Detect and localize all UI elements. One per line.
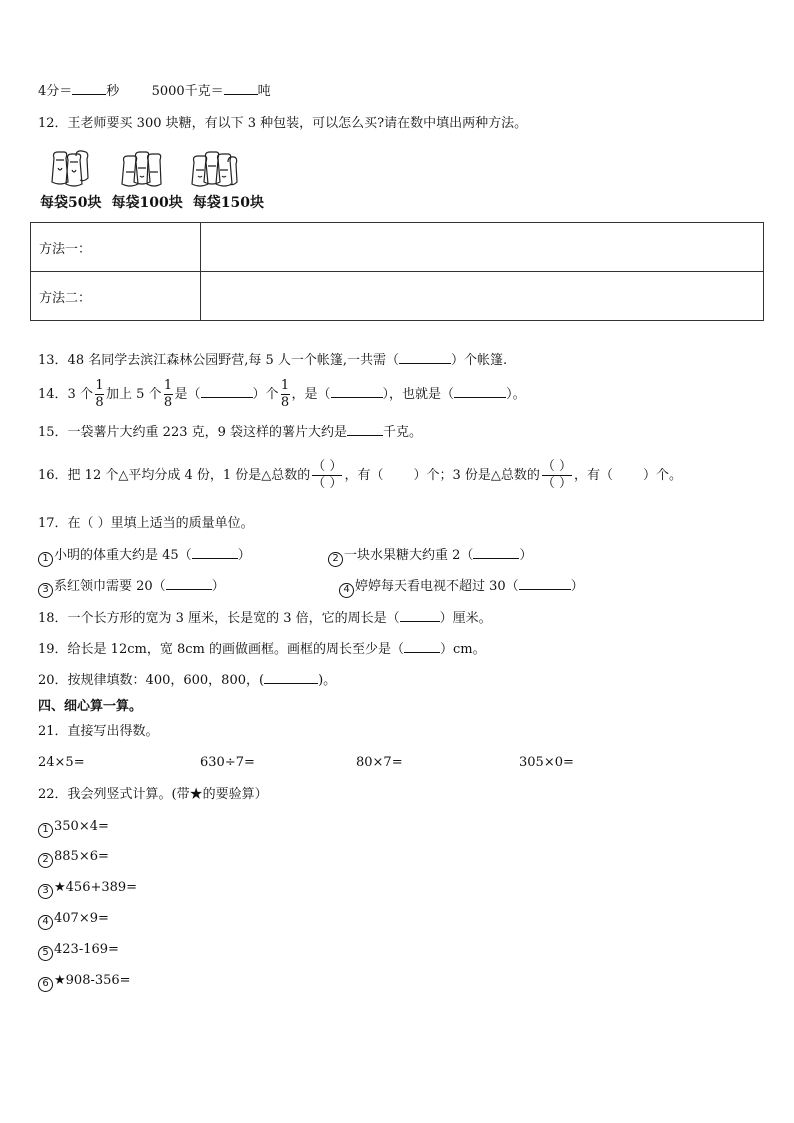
question-13: 13．48 名同学去滨江森林公园野营,每 5 人一个帐篷,一共需（ ）个帐篷. [38, 353, 508, 368]
question-15: 15．一袋薯片大约重 223 克，9 袋这样的薯片大约是 千克。 [38, 425, 423, 440]
fraction-blank[interactable]: $\frac{( )}{( )}$ [312, 459, 343, 491]
circled-number: 2 [328, 552, 343, 567]
candy-packages [40, 148, 264, 212]
circled-number: 4 [339, 583, 354, 598]
table-row [31, 223, 764, 272]
answer-blank[interactable] [72, 82, 106, 95]
package-label: 每袋100块 [111, 195, 183, 211]
q22-item: 6 ★908-356= [38, 972, 131, 992]
circled-number: 6 [38, 977, 53, 992]
q17-item: 2 一块水果糖大约重 2（ ） [328, 546, 532, 567]
q17-item: 3 系红领巾需要 20（ ） [38, 577, 225, 598]
answer-blank[interactable] [192, 546, 238, 559]
question-text: 4分＝ [38, 84, 73, 99]
package-label: 每袋50块 [40, 195, 102, 211]
answer-blank[interactable] [166, 577, 212, 590]
question-21: 21．直接写出得数。 [38, 724, 159, 739]
unit-conversion-line [38, 82, 271, 101]
candy-bag-icon [46, 148, 92, 188]
question-14: 14．3 个 $\frac{1}{8}$ 加上 5 个 $\frac{1}{8}$ 是（ ）个 $\frac{1}{8}$ ，是（ ），也就是（ ）。 [38, 378, 526, 410]
answer-blank[interactable] [201, 385, 253, 398]
question-17: 17．在（ ）里填上适当的质量单位。 [38, 516, 254, 531]
circled-number: 3 [38, 884, 53, 899]
question-22: 22．我会列竖式计算。(带★的要验算） [38, 787, 268, 802]
question-20: 20．按规律填数：400，600，800，( )。 [38, 673, 337, 688]
fraction: $\frac{1}{8}$ [95, 378, 104, 410]
question-12: 12．王老师要买 300 块糖，有以下 3 种包装，可以怎么买?请在数中填出两种方法。 [38, 116, 528, 131]
circled-number: 3 [38, 583, 53, 598]
table-row [31, 272, 764, 321]
circled-number: 4 [38, 915, 53, 930]
fraction: $\frac{1}{8}$ [280, 378, 290, 410]
q22-item: 3 ★456+389= [38, 879, 137, 899]
q21-item: 24×5= [38, 755, 85, 770]
candy-bag-icon [118, 148, 164, 188]
unit-text: 秒 [106, 84, 120, 99]
q17-item: 4 婷婷每天看电视不超过 30（ ） [339, 577, 584, 598]
answer-blank[interactable] [224, 82, 258, 95]
method-label: 方法一： [31, 223, 201, 272]
q17-item: 1 小明的体重大约是 45（ ） [38, 546, 251, 567]
answer-blank[interactable] [399, 351, 451, 364]
candy-bag-icon [190, 148, 240, 188]
package-label: 每袋150块 [192, 195, 264, 211]
answer-blank[interactable] [454, 385, 506, 398]
question-18: 18．一个长方形的宽为 3 厘米，长是宽的 3 倍，它的周长是（ ）厘米。 [38, 611, 492, 626]
q21-item: 630÷7= [200, 755, 255, 770]
circled-number: 1 [38, 552, 53, 567]
q21-item: 80×7= [356, 755, 403, 770]
answer-blank[interactable] [473, 546, 519, 559]
method-label: 方法二： [31, 272, 201, 321]
fraction: $\frac{1}{8}$ [163, 378, 173, 410]
question-16: 16．把 12 个△平均分成 4 份，1 份是△总数的 $\frac{( )}{( )}$ ，有（ ）个；3 份是△总数的 $\frac{( )}{( )}$ ，有（ ）个。 [38, 459, 683, 491]
circled-number: 2 [38, 853, 53, 868]
fraction-blank[interactable]: $\frac{( )}{( )}$ [541, 459, 572, 491]
section-heading: 四、细心算一算。 [38, 699, 143, 714]
q22-item: 5 423-169= [38, 941, 119, 961]
method-answer-cell[interactable] [201, 272, 764, 321]
answer-blank[interactable] [264, 671, 318, 684]
answer-blank[interactable] [331, 385, 383, 398]
q22-item: 2 885×6= [38, 848, 109, 868]
question-19: 19．给长是 12cm，宽 8cm 的画做画框。画框的周长至少是（ ）cm。 [38, 642, 486, 657]
method-answer-cell[interactable] [201, 223, 764, 272]
package-labels [40, 192, 264, 212]
q21-item: 305×0= [519, 755, 574, 770]
answer-blank[interactable] [404, 640, 440, 653]
answer-blank[interactable] [519, 577, 571, 590]
unit-text: 吨 [257, 84, 271, 99]
answer-blank[interactable] [400, 609, 440, 622]
q22-item: 1 350×4= [38, 818, 109, 838]
circled-number: 5 [38, 946, 53, 961]
q22-item: 4 407×9= [38, 910, 109, 930]
methods-table [30, 222, 764, 321]
answer-blank[interactable] [347, 423, 383, 436]
circled-number: 1 [38, 823, 53, 838]
question-text: 5000千克＝ [151, 84, 224, 99]
